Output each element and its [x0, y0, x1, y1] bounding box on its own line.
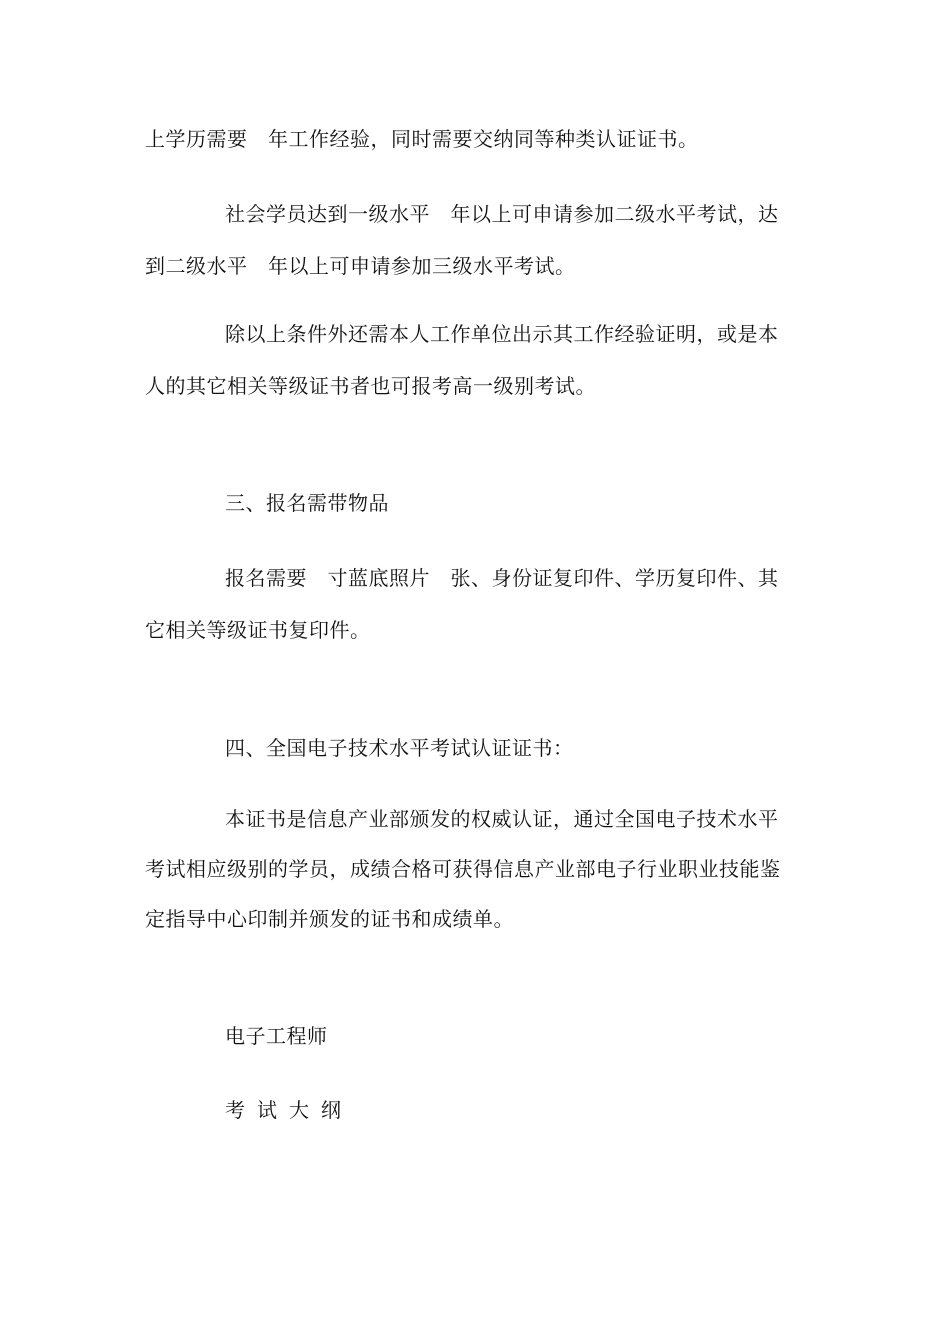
section-heading: 四、全国电子技术水平考试认证证书： — [225, 736, 574, 760]
text-line: 社会学员达到一级水平 年以上可申请参加二级水平考试，达 — [225, 202, 779, 226]
section-heading: 三、报名需带物品 — [225, 491, 389, 515]
text-line: 除以上条件外还需本人工作单位出示其工作经验证明，或是本 — [225, 322, 779, 346]
text-line: 上学历需要 年工作经验，同时需要交纳同等种类认证证书。 — [145, 127, 699, 151]
text-line: 考试相应级别的学员，成绩合格可获得信息产业部电子行业职业技能鉴 — [145, 857, 781, 881]
text-line: 人的其它相关等级证书者也可报考高一级别考试。 — [145, 374, 596, 398]
subtitle: 电子工程师 — [225, 1024, 328, 1048]
text-line: 报名需要 寸蓝底照片 张、身份证复印件、学历复印件、其 — [225, 566, 779, 590]
text-line: 到二级水平 年以上可申请参加三级水平考试。 — [145, 254, 576, 278]
title: 考试大纲 — [225, 1098, 353, 1122]
text-line: 本证书是信息产业部颁发的权威认证，通过全国电子技术水平 — [225, 807, 779, 831]
text-line: 它相关等级证书复印件。 — [145, 618, 371, 642]
text-line: 定指导中心印制并颁发的证书和成绩单。 — [145, 907, 514, 931]
